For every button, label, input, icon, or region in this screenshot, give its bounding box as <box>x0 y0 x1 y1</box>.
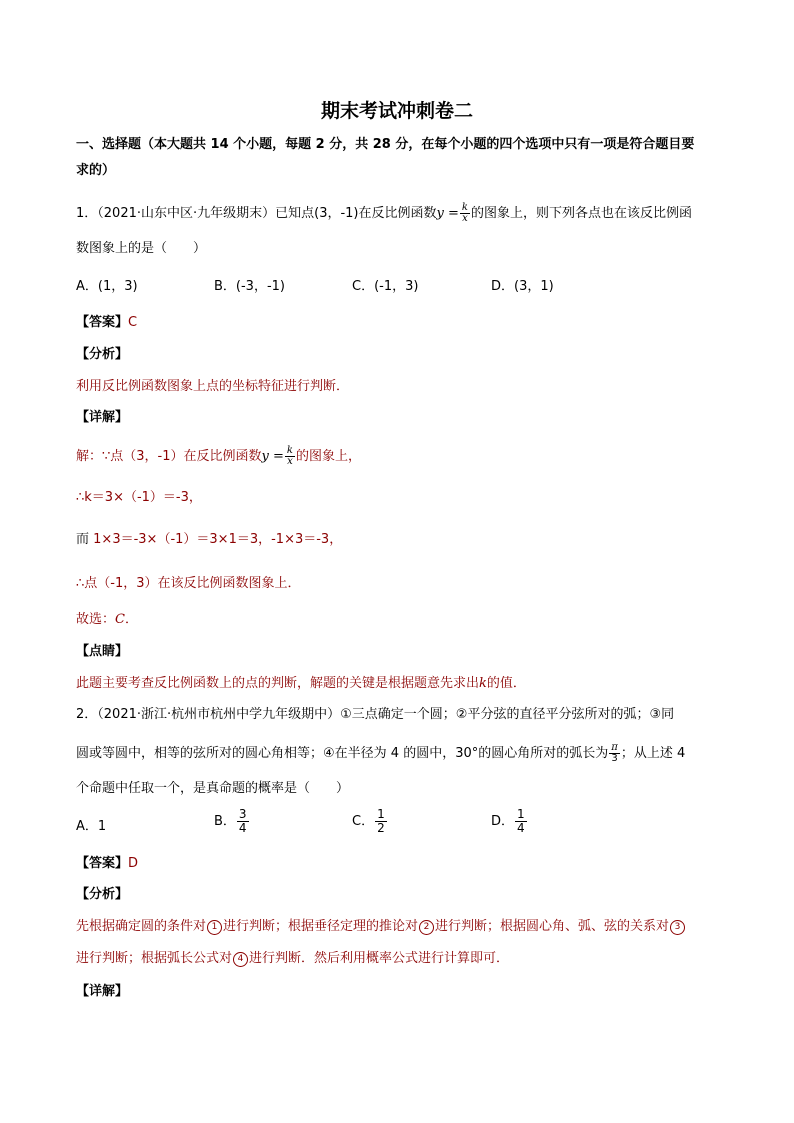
q2-option-c-fraction <box>375 808 387 835</box>
section-heading-line2: 求的） <box>76 163 116 178</box>
q2-option-c-num: 1 <box>377 807 385 821</box>
q1-answer <box>76 314 137 332</box>
q1-detail-fraction-k-over-x <box>285 446 295 467</box>
q1-comment-k: k <box>479 676 487 691</box>
q2-analysis-line1 <box>76 918 686 936</box>
q2-circled-1: ① <box>340 707 352 722</box>
q1-detail-line2: ∴k＝3×（-1）＝-3， <box>76 490 202 505</box>
q2-frac-num: π <box>611 742 618 753</box>
q2-option-c-den: 2 <box>377 821 385 835</box>
q2-stem-cont: ；从上述 4 <box>620 746 686 761</box>
q2-option-d-fraction <box>515 808 527 835</box>
q1-detail-line1 <box>76 446 361 467</box>
q2-prop3-cont: 圆或等圆中，相等的弦所对的圆心角相等； <box>76 746 324 761</box>
q1-detail-formula-y: y = <box>261 449 284 464</box>
q2-analysis-circled-4: 4 <box>233 952 248 967</box>
q2-stem-line2 <box>76 743 685 764</box>
q2-analysis-tag: 【分析】 <box>76 887 129 902</box>
q1-comment-text-cont: 的值． <box>486 676 526 691</box>
q2-option-a-value: 1 <box>97 819 107 834</box>
q1-stem-line1 <box>76 203 692 224</box>
q2-option-b-fraction <box>237 808 249 835</box>
answer-tag: 【答案】 <box>76 315 129 330</box>
q1-detail-line3 <box>76 531 342 549</box>
q1-stem-line2: 数图象上的是（ ） <box>76 241 207 256</box>
section-heading-line1: 一、选择题（本大题共 14 个小题，每题 2 分，共 28 分，在每个小题的四个选项中只有一项是符合题目要 <box>76 137 695 152</box>
q1-comment <box>76 675 526 693</box>
q2-option-b <box>214 808 250 835</box>
q2-stem-source: 2．（2021·浙江·杭州市杭州中学九年级期中） <box>76 707 341 722</box>
q2-analysis1-a: 先根据确定圆的条件对 <box>76 919 207 934</box>
q1-analysis-text: 利用反比例函数图象上点的坐标特征进行判断． <box>76 379 350 394</box>
q2-analysis1-c: 进行判断；根据圆心角、弧、弦的关系对 <box>435 919 670 934</box>
q2-stem-line3: 个命题中任取一个，是真命题的概率是（ ） <box>76 781 350 796</box>
q2-prop3-start: 同 <box>661 707 675 722</box>
q1-option-c: C．(-1，3) <box>352 279 419 294</box>
q2-analysis-circled-3: 3 <box>670 920 685 935</box>
q1-detail1-text-cont: 的图象上， <box>295 449 361 464</box>
q2-option-b-label: B． <box>214 814 236 829</box>
q2-fraction-pi-over-3 <box>609 743 620 764</box>
q1-comment-text: 此题主要考查反比例函数上的点的判断，解题的关键是根据题意先求出 <box>76 676 480 691</box>
q2-prop4: 在半径为 4 的圆中，30°的圆心角所对的弧长为 <box>334 746 609 761</box>
q1-detail-frac-num: k <box>286 445 293 456</box>
q2-answer-value: D <box>128 856 139 871</box>
q2-option-d <box>491 808 528 835</box>
q2-option-a-label: A． <box>76 819 98 834</box>
q1-option-b: B．(-3，-1) <box>214 279 285 294</box>
q1-fraction-k-over-x <box>460 203 470 224</box>
q2-option-d-num: 1 <box>517 807 525 821</box>
q2-frac-den: 3 <box>611 753 618 764</box>
q2-option-b-num: 3 <box>238 807 247 821</box>
q1-option-d: D．(3，1) <box>491 279 554 294</box>
q2-circled-2: ② <box>455 707 468 722</box>
q1-detail1-text: 解：∵点（3，-1）在反比例函数 <box>76 449 262 464</box>
q1-detail3-eq: 1×3＝-3×（-1）＝3×1＝3，-1×3＝-3， <box>93 532 343 547</box>
q2-option-d-den: 4 <box>517 821 525 835</box>
q2-option-d-label: D． <box>491 814 515 829</box>
q1-detail5-answer: C <box>115 612 125 627</box>
q2-option-c-label: C． <box>352 814 375 829</box>
q1-stem-text: 1．（2021·山东中区·九年级期末）已知点(3，-1)在反比例函数 <box>76 206 437 221</box>
q1-frac-num: k <box>461 202 468 213</box>
q1-analysis-tag: 【分析】 <box>76 347 129 362</box>
page-title: 期末考试冲刺卷二 <box>320 100 473 122</box>
q1-stem-text-cont: 的图象上，则下列各点也在该反比例函 <box>470 206 692 221</box>
q1-detail3-pre: 而 <box>76 532 90 547</box>
q1-detail5-pre: 故选： <box>76 612 116 627</box>
q2-analysis-circled-1: 1 <box>207 920 222 935</box>
q2-option-b-den: 4 <box>238 821 247 835</box>
q2-answer-tag: 【答案】 <box>76 856 129 871</box>
q2-prop1: 三点确定一个圆； <box>351 707 456 722</box>
q2-analysis2-b: 进行判断．然后利用概率公式进行计算即可． <box>249 951 510 966</box>
q2-option-a <box>76 818 106 836</box>
q1-comment-tag: 【点睛】 <box>76 644 129 659</box>
q2-circled-3: ③ <box>649 707 662 722</box>
q2-detail-tag: 【详解】 <box>76 984 129 999</box>
q1-formula-y: y = <box>436 206 459 221</box>
q2-circled-4: ④ <box>323 746 335 761</box>
q2-answer <box>76 855 138 873</box>
q1-detail-line4: ∴点（-1，3）在该反比例函数图象上． <box>76 576 301 591</box>
q2-stem-line1 <box>76 706 674 724</box>
q1-detail-frac-den: x <box>287 456 293 467</box>
q1-detail-tag: 【详解】 <box>76 410 129 425</box>
q1-answer-value: C <box>128 315 138 330</box>
q2-analysis2-a: 进行判断；根据弧长公式对 <box>76 951 233 966</box>
q2-option-c <box>352 808 388 835</box>
q2-prop2: 平分弦的直径平分弦所对的弧； <box>467 707 650 722</box>
q2-analysis-circled-2: 2 <box>419 920 434 935</box>
q2-analysis1-b: 进行判断；根据垂径定理的推论对 <box>223 919 419 934</box>
q2-analysis-line2 <box>76 950 509 968</box>
q1-detail-line5 <box>76 611 138 629</box>
q1-detail5-post: ． <box>124 612 138 627</box>
q1-frac-den: x <box>462 213 468 224</box>
q1-option-a: A．(1，3) <box>76 279 138 294</box>
